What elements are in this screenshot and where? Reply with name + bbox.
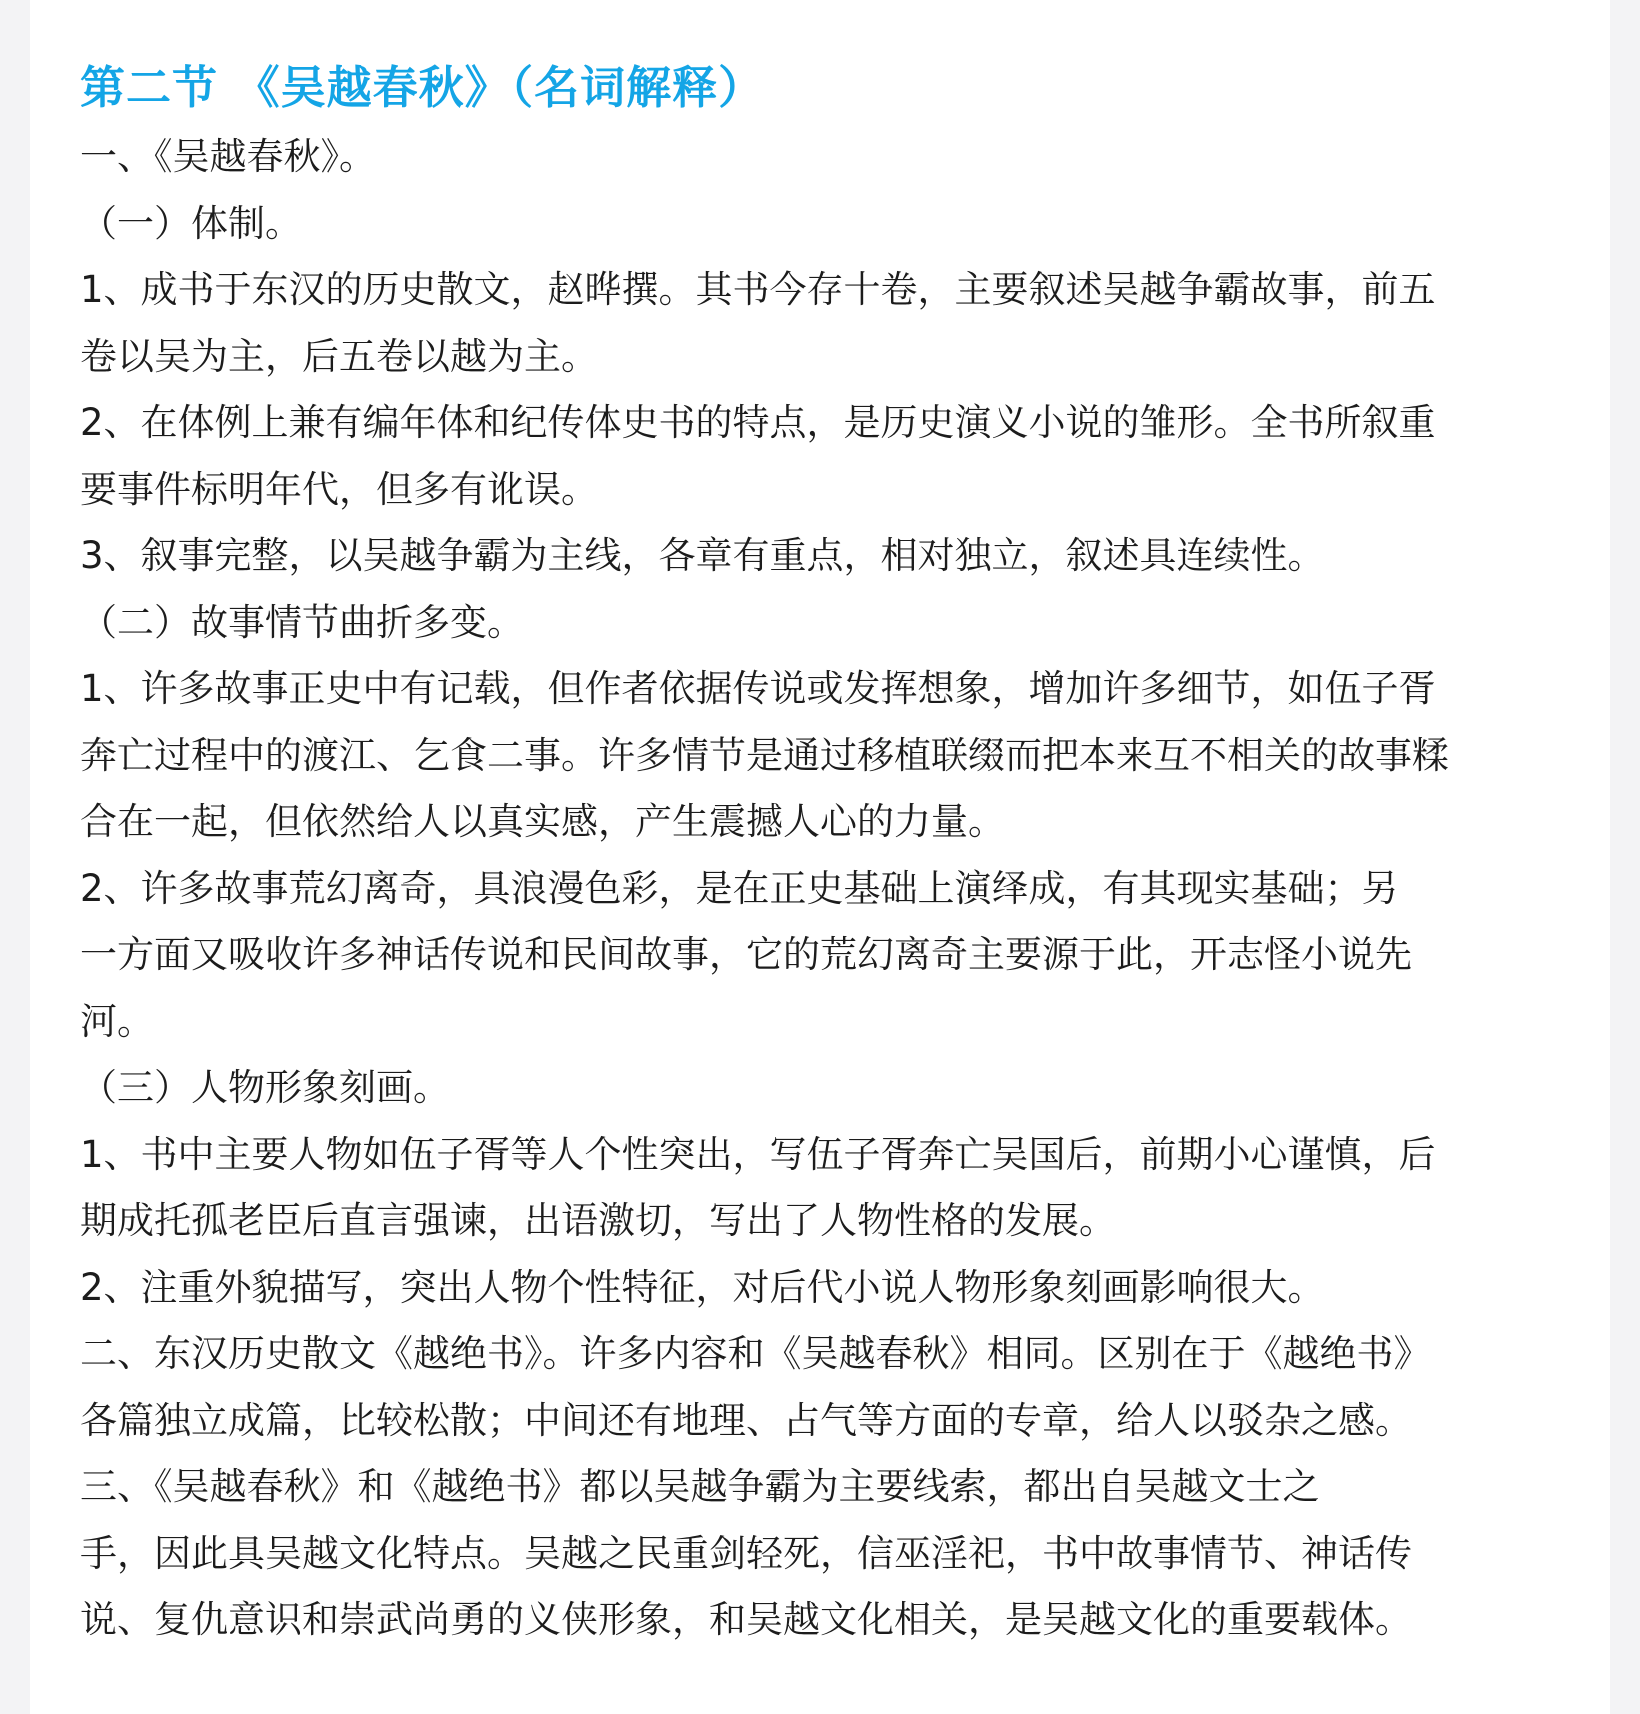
text-line: 一方面又吸收许多神话传说和民间故事，它的荒幻离奇主要源于此，开志怪小说先: [80, 933, 1412, 976]
text-line: 2、在体例上兼有编年体和纪传体史书的特点，是历史演义小说的雏形。全书所叙重: [80, 401, 1436, 444]
subheading-3: （三）人物形象刻画。: [80, 1066, 450, 1109]
section-title: 第二节 《吴越春秋》（名词解释）: [80, 61, 765, 114]
text-line: 河。: [80, 999, 154, 1043]
text-line: 合在一起，但依然给人以真实感，产生震撼人心的力量。: [80, 800, 1005, 843]
text-line: 说、复仇意识和崇武尚勇的义侠形象，和吴越文化相关，是吴越文化的重要载体。: [80, 1598, 1412, 1641]
document-page: [30, 0, 1610, 1714]
text-line: 1、成书于东汉的历史散文，赵晔撰。其书今存十卷，主要叙述吴越争霸故事，前五: [80, 268, 1436, 311]
heading-2: 二、东汉历史散文《越绝书》。许多内容和《吴越春秋》相同。区别在于《越绝书》: [80, 1332, 1431, 1375]
text-line: 卷以吴为主，后五卷以越为主。: [80, 334, 598, 378]
subheading-1: （一）体制。: [80, 201, 302, 245]
text-line: 1、许多故事正史中有记载，但作者依据传说或发挥想象，增加许多细节，如伍子胥: [80, 667, 1436, 710]
text-line: 要事件标明年代，但多有讹误。: [80, 467, 598, 511]
text-line: 2、许多故事荒幻离奇，具浪漫色彩，是在正史基础上演绎成，有其现实基础；另: [80, 866, 1399, 910]
text-line: 手，因此具吴越文化特点。吴越之民重剑轻死，信巫淫祀，书中故事情节、神话传: [80, 1531, 1412, 1575]
text-line: 1、书中主要人物如伍子胥等人个性突出，写伍子胥奔亡吴国后，前期小心谨慎，后: [80, 1132, 1436, 1176]
heading-1: 一、《吴越春秋》。: [80, 135, 376, 178]
text-line: 奔亡过程中的渡江、乞食二事。许多情节是通过移植联缀而把本来互不相关的故事糅: [80, 733, 1449, 777]
text-line: 3、叙事完整，以吴越争霸为主线，各章有重点，相对独立，叙述具连续性。: [80, 534, 1325, 577]
text-line: 2、注重外貌描写，突出人物个性特征，对后代小说人物形象刻画影响很大。: [80, 1265, 1325, 1309]
subheading-2: （二）故事情节曲折多变。: [80, 600, 524, 644]
heading-3: 三、《吴越春秋》和《越绝书》都以吴越争霸为主要线索，都出自吴越文士之: [80, 1465, 1320, 1508]
document-content: [80, 56, 1580, 1654]
text-line: 期成托孤老臣后直言强谏，出语激切，写出了人物性格的发展。: [80, 1199, 1116, 1242]
text-line: 各篇独立成篇，比较松散；中间还有地理、占气等方面的专章，给人以驳杂之感。: [80, 1398, 1412, 1442]
